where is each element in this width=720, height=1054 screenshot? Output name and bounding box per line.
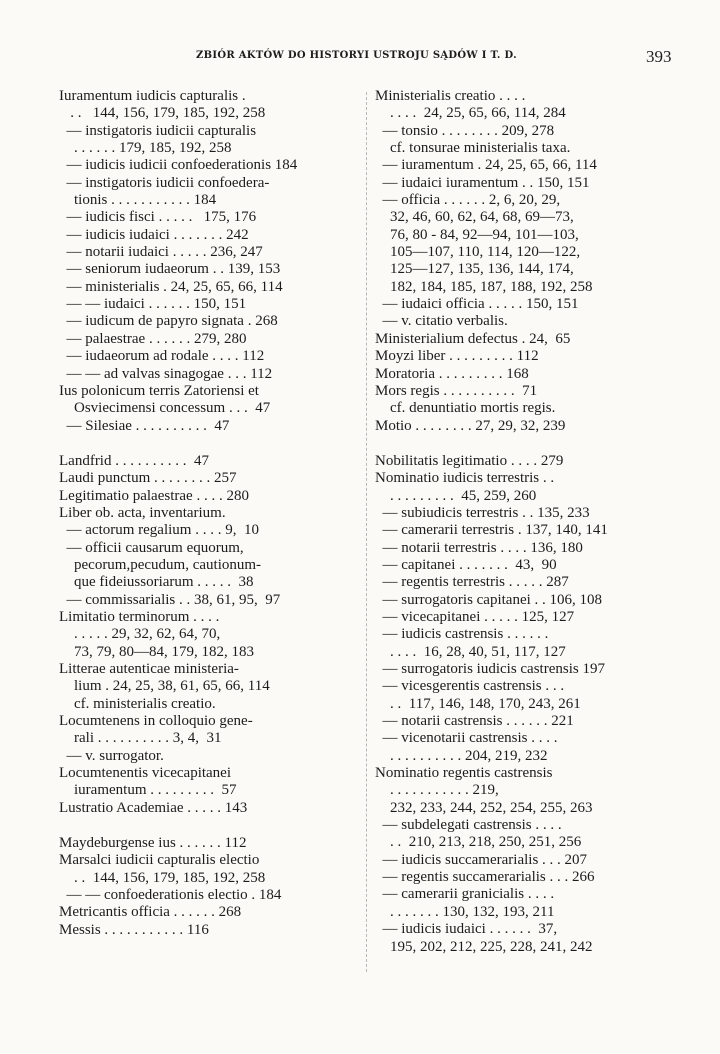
index-entry: — iuramentum . 24, 25, 65, 66, 114 bbox=[375, 157, 597, 174]
index-entry: — actorum regalium . . . . 9, 10 bbox=[59, 522, 259, 539]
index-entry: — vicenotarii castrensis . . . . bbox=[375, 730, 558, 747]
index-entry: 195, 202, 212, 225, 228, 241, 242 bbox=[375, 938, 593, 955]
index-entry: Iuramentum iudicis capturalis . bbox=[59, 88, 246, 104]
index-entry: — surrogatoris iudicis castrensis 197 bbox=[375, 661, 605, 677]
index-entry: Liber ob. acta, inventarium. bbox=[59, 504, 226, 521]
index-entry: iuramentum . . . . . . . . . 57 bbox=[59, 782, 237, 799]
index-entry: — surrogatoris capitanei . . 106, 108 bbox=[375, 591, 603, 608]
index-entry: Ministerialis creatio . . . . bbox=[375, 88, 526, 104]
index-entry: — subiudicis terrestris . . 135, 233 bbox=[375, 504, 590, 521]
page-header bbox=[0, 47, 720, 70]
index-section-n bbox=[375, 453, 674, 956]
index-entry: — iudicis fisci . . . . . 175, 176 bbox=[59, 209, 257, 226]
index-entry: . . . . . . . . . 45, 259, 260 bbox=[375, 487, 537, 504]
index-entry: Messis . . . . . . . . . . . 116 bbox=[59, 921, 209, 938]
index-entry: 73, 79, 80—84, 179, 182, 183 bbox=[59, 643, 254, 660]
index-entry: Metricantis officia . . . . . . 268 bbox=[59, 904, 242, 921]
index-entry: 125—127, 135, 136, 144, 174, bbox=[375, 261, 574, 278]
index-entry: . . 117, 146, 148, 170, 243, 261 bbox=[375, 695, 581, 712]
index-entry: — — ad valvas sinagogae . . . 112 bbox=[59, 365, 273, 382]
index-entry: 76, 80 - 84, 92—94, 101—103, bbox=[375, 226, 579, 243]
index-entry: . . . . . . . . . . . 219, bbox=[375, 782, 499, 799]
index-entry: Limitatio terminorum . . . . bbox=[59, 608, 220, 625]
index-entry: — — iudaici . . . . . . 150, 151 bbox=[59, 296, 247, 313]
index-entry: — iudicum de papyro signata . 268 bbox=[59, 313, 278, 330]
index-entry: Osviecimensi concessum . . . 47 bbox=[59, 400, 271, 417]
index-entry: . . 144, 156, 179, 185, 192, 258 bbox=[59, 105, 266, 122]
index-entry: Nobilitatis legitimatio . . . . 279 bbox=[375, 452, 564, 469]
index-entry: — v. surrogator. bbox=[59, 747, 164, 764]
index-entry: Ministerialium defectus . 24, 65 bbox=[375, 330, 571, 347]
index-entry: . . . . . . . . . . 204, 219, 232 bbox=[375, 747, 548, 764]
index-entry: cf. tonsurae ministerialis taxa. bbox=[375, 140, 571, 157]
index-entry: Moratoria . . . . . . . . . 168 bbox=[375, 365, 529, 382]
index-entry: . . 210, 213, 218, 250, 251, 256 bbox=[375, 834, 582, 851]
index-entry: . . 144, 156, 179, 185, 192, 258 bbox=[59, 869, 266, 886]
page-number: 393 bbox=[646, 47, 672, 66]
index-entry: 232, 233, 244, 252, 254, 255, 263 bbox=[375, 799, 593, 816]
index-section-m bbox=[59, 835, 358, 939]
section-gap bbox=[59, 435, 358, 453]
index-entry: — regentis terrestris . . . . . 287 bbox=[375, 574, 569, 591]
index-entry: Locumtenentis vicecapitanei bbox=[59, 765, 232, 782]
index-entry: Nominatio iudicis terrestris . . bbox=[375, 470, 555, 487]
index-entry: — Silesiae . . . . . . . . . . 47 bbox=[59, 417, 230, 434]
index-entry: — camerarii granicialis . . . . bbox=[375, 886, 555, 903]
index-entry: Locumtenens in colloquio gene- bbox=[59, 713, 253, 730]
index-entry: — notarii iudaici . . . . . 236, 247 bbox=[59, 244, 263, 261]
index-column-left bbox=[59, 88, 358, 939]
index-entry: — iudicis iudicii confoederationis 184 bbox=[59, 157, 298, 174]
index-entry: — instigatoris iudicii capturalis bbox=[59, 122, 257, 139]
index-section-iuramentum bbox=[59, 88, 358, 435]
index-entry: rali . . . . . . . . . . 3, 4, 31 bbox=[59, 730, 222, 747]
index-entry: — vicesgerentis castrensis . . . bbox=[375, 678, 565, 695]
index-entry: . . . . 24, 25, 65, 66, 114, 284 bbox=[375, 105, 566, 122]
index-entry: — — confoederationis electio . 184 bbox=[59, 887, 282, 904]
index-entry: . . . . . 29, 32, 62, 64, 70, bbox=[59, 626, 221, 643]
index-entry: — notarii terrestris . . . . 136, 180 bbox=[375, 539, 583, 556]
index-entry: — seniorum iudaeorum . . 139, 153 bbox=[59, 261, 281, 278]
index-entry: — iudaici officia . . . . . 150, 151 bbox=[375, 296, 579, 313]
index-entry: Maydeburgense ius . . . . . . 112 bbox=[59, 835, 247, 852]
index-entry: — camerarii terrestris . 137, 140, 141 bbox=[375, 522, 608, 539]
index-entry: — iudicis castrensis . . . . . . bbox=[375, 626, 549, 643]
index-entry: . . . . 16, 28, 40, 51, 117, 127 bbox=[375, 643, 566, 660]
index-entry: — iudicis succamerarialis . . . 207 bbox=[375, 851, 588, 868]
index-entry: que fideiussoriarum . . . . . 38 bbox=[59, 574, 254, 591]
index-entry: — iudicis iudaici . . . . . . . 242 bbox=[59, 226, 249, 243]
index-entry: Moyzi liber . . . . . . . . . 112 bbox=[375, 348, 539, 365]
index-entry: Mors regis . . . . . . . . . . 71 bbox=[375, 382, 538, 399]
index-entry: — commissarialis . . 38, 61, 95, 97 bbox=[59, 591, 281, 608]
index-entry: — palaestrae . . . . . . 279, 280 bbox=[59, 330, 247, 347]
index-entry: — regentis succamerarialis . . . 266 bbox=[375, 869, 595, 886]
index-entry: — tonsio . . . . . . . . 209, 278 bbox=[375, 122, 555, 139]
index-entry: lium . 24, 25, 38, 61, 65, 66, 114 bbox=[59, 678, 270, 695]
index-entry: pecorum,pecudum, cautionum- bbox=[59, 556, 262, 573]
index-entry: Motio . . . . . . . . 27, 29, 32, 239 bbox=[375, 417, 566, 434]
index-entry: — vicecapitanei . . . . . 125, 127 bbox=[375, 608, 575, 625]
index-entry: — officii causarum equorum, bbox=[59, 539, 244, 556]
index-entry: — ministerialis . 24, 25, 65, 66, 114 bbox=[59, 278, 283, 295]
index-entry: cf. ministerialis creatio. bbox=[59, 695, 216, 712]
index-entry: — v. citatio verbalis. bbox=[375, 313, 508, 330]
index-entry: — subdelegati castrensis . . . . bbox=[375, 817, 562, 834]
column-divider bbox=[366, 92, 367, 972]
index-entry: Marsalci iudicii capturalis electio bbox=[59, 852, 260, 869]
index-entry: — iudicis iudaici . . . . . . 37, bbox=[375, 921, 558, 938]
index-section-l bbox=[59, 453, 358, 817]
index-entry: 32, 46, 60, 62, 64, 68, 69—73, bbox=[375, 209, 574, 226]
index-entry: Legitimatio palaestrae . . . . 280 bbox=[59, 487, 249, 504]
section-gap bbox=[59, 817, 358, 835]
index-entry: — notarii castrensis . . . . . . 221 bbox=[375, 713, 574, 730]
index-entry: — capitanei . . . . . . . 43, 90 bbox=[375, 556, 557, 573]
index-entry: — officia . . . . . . 2, 6, 20, 29, bbox=[375, 192, 561, 209]
index-entry: — iudaici iuramentum . . 150, 151 bbox=[375, 174, 590, 191]
index-entry: . . . . . . 179, 185, 192, 258 bbox=[59, 140, 232, 157]
index-entry: Lustratio Academiae . . . . . 143 bbox=[59, 799, 248, 816]
index-entry: Nominatio regentis castrensis bbox=[375, 765, 553, 782]
index-entry: cf. denuntiatio mortis regis. bbox=[375, 400, 556, 417]
index-column-right bbox=[375, 88, 674, 956]
index-section-ministerialis bbox=[375, 88, 674, 435]
index-entry: Laudi punctum . . . . . . . . 257 bbox=[59, 470, 237, 487]
index-entry: Ius polonicum terris Zatoriensi et bbox=[59, 382, 259, 399]
section-gap bbox=[375, 435, 674, 453]
index-entry: — iudaeorum ad rodale . . . . 112 bbox=[59, 348, 265, 365]
running-title: ZBIÓR AKTÓW DO HISTORYI USTROJU SĄDÓW I T. D. bbox=[196, 50, 517, 61]
index-entry: — instigatoris iudicii confoedera- bbox=[59, 174, 270, 191]
index-entry: . . . . . . . 130, 132, 193, 211 bbox=[375, 903, 555, 920]
index-entry: 105—107, 110, 114, 120—122, bbox=[375, 244, 581, 261]
index-entry: 182, 184, 185, 187, 188, 192, 258 bbox=[375, 278, 593, 295]
index-entry: Landfrid . . . . . . . . . . 47 bbox=[59, 452, 209, 469]
index-entry: Litterae autenticae ministeria- bbox=[59, 661, 239, 677]
index-entry: tionis . . . . . . . . . . . 184 bbox=[59, 192, 217, 209]
